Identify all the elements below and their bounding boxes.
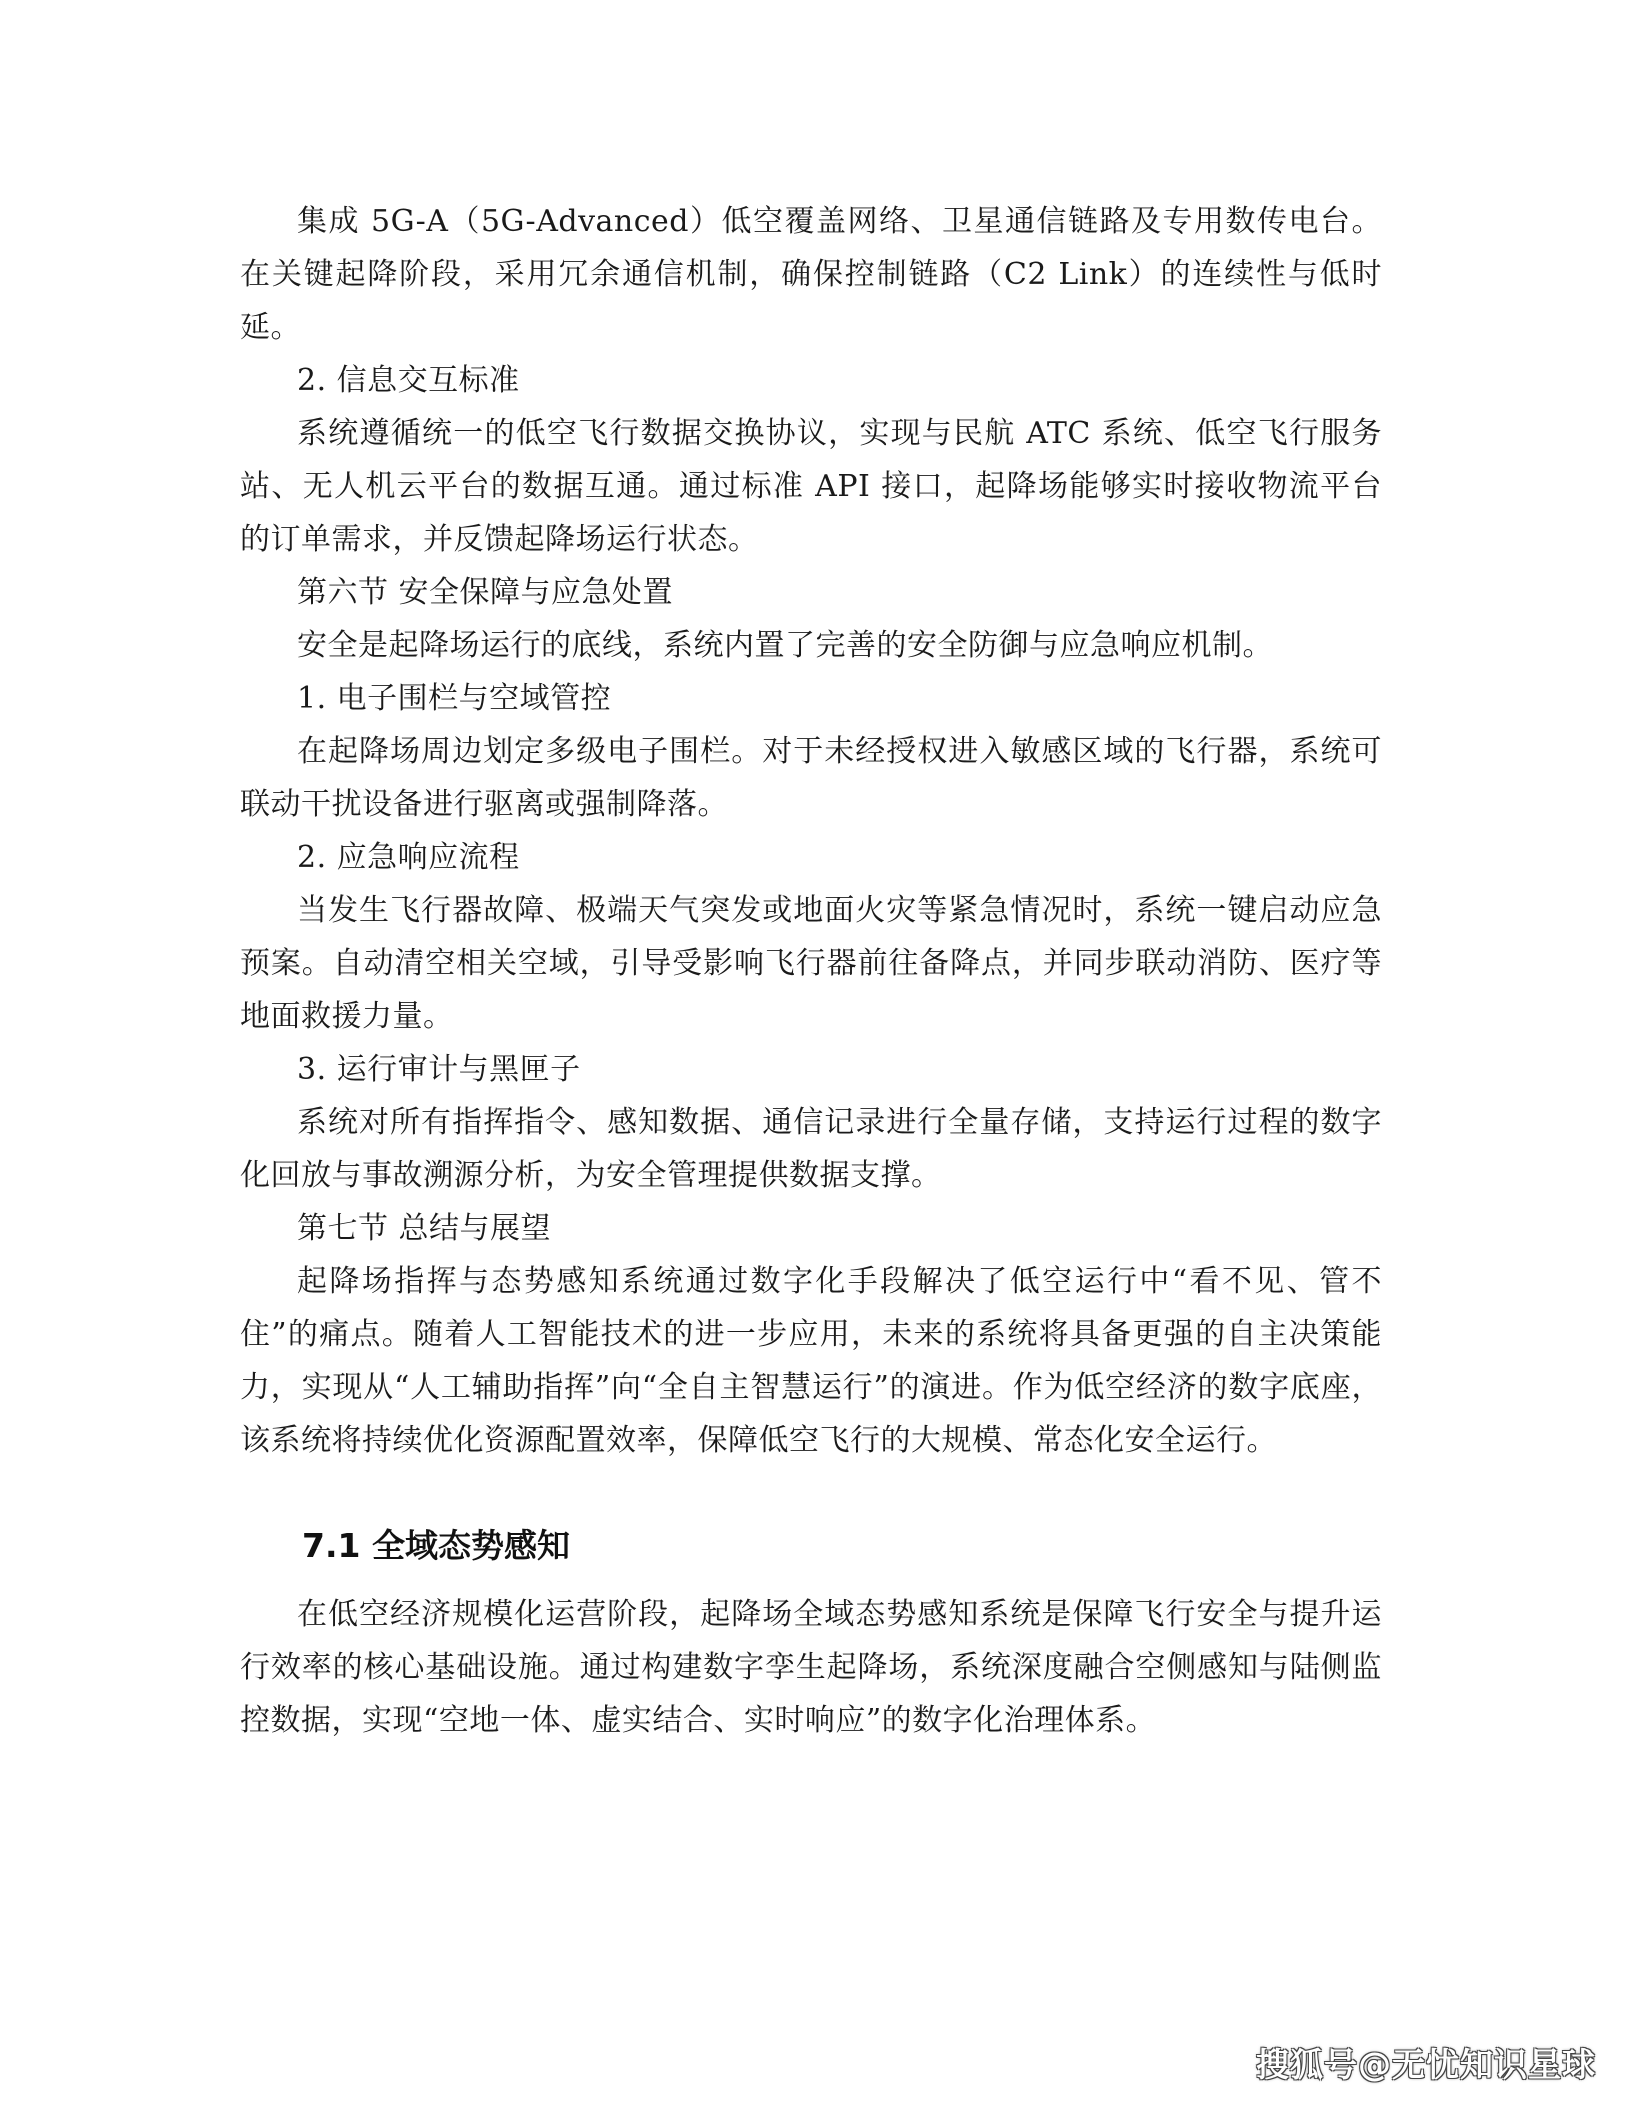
paragraph-info-exchange: 系统遵循统一的低空飞行数据交换协议，实现与民航 ATC 系统、低空飞行服务站、无人机云平台的数据互通。通过标准 API 接口，起降场能够实时接收物流平台的订单需求，并反馈起降场运行状态。 — [240, 416, 1382, 557]
paragraph-summary: 起降场指挥与态势感知系统通过数字化手段解决了低空运行中“看不见、管不住”的痛点。随着人工智能技术的进一步应用，未来的系统将具备更强的自主决策能力，实现从“人工辅助指挥”向“全自主智慧运行”的演进。作为低空经济的数字底座，该系统将持续优化资源配置效率，保障低空飞行的大规模、常态化安全运行。 — [240, 1264, 1382, 1458]
subheading-geofence: 1. 电子围栏与空域管控 — [297, 681, 612, 716]
subheading-info-exchange-standard: 2. 信息交互标准 — [297, 363, 520, 398]
subheading-audit-blackbox: 3. 运行审计与黑匣子 — [297, 1052, 581, 1087]
section-heading-safety: 第六节 安全保障与应急处置 — [297, 575, 674, 610]
paragraph-safety-intro: 安全是起降场运行的底线，系统内置了完善的安全防御与应急响应机制。 — [297, 628, 1273, 663]
watermark: 搜狐号@无忧知识星球 — [1256, 2045, 1596, 2084]
paragraph-geofence: 在起降场周边划定多级电子围栏。对于未经授权进入敏感区域的飞行器，系统可联动干扰设备进行驱离或强制降落。 — [240, 734, 1382, 822]
paragraph-situational-awareness: 在低空经济规模化运营阶段，起降场全域态势感知系统是保障飞行安全与提升运行效率的核心基础设施。通过构建数字孪生起降场，系统深度融合空侧感知与陆侧监控数据，实现“空地一体、虚实结合、实时响应”的数字化治理体系。 — [240, 1597, 1382, 1738]
paragraph-communication-network: 集成 5G-A（5G-Advanced）低空覆盖网络、卫星通信链路及专用数传电台。在关键起降阶段，采用冗余通信机制，确保控制链路（C2 Link）的连续性与低时延。 — [240, 204, 1382, 345]
subheading-emergency-response: 2. 应急响应流程 — [297, 840, 520, 875]
document-page — [240, 195, 1382, 1747]
section-heading-7-1: 7.1 全域态势感知 — [302, 1526, 570, 1565]
section-heading-summary: 第七节 总结与展望 — [297, 1211, 552, 1246]
paragraph-emergency-response: 当发生飞行器故障、极端天气突发或地面火灾等紧急情况时，系统一键启动应急预案。自动清空相关空域，引导受影响飞行器前往备降点，并同步联动消防、医疗等地面救援力量。 — [240, 893, 1382, 1034]
paragraph-audit-blackbox: 系统对所有指挥指令、感知数据、通信记录进行全量存储，支持运行过程的数字化回放与事故溯源分析，为安全管理提供数据支撑。 — [240, 1105, 1382, 1193]
